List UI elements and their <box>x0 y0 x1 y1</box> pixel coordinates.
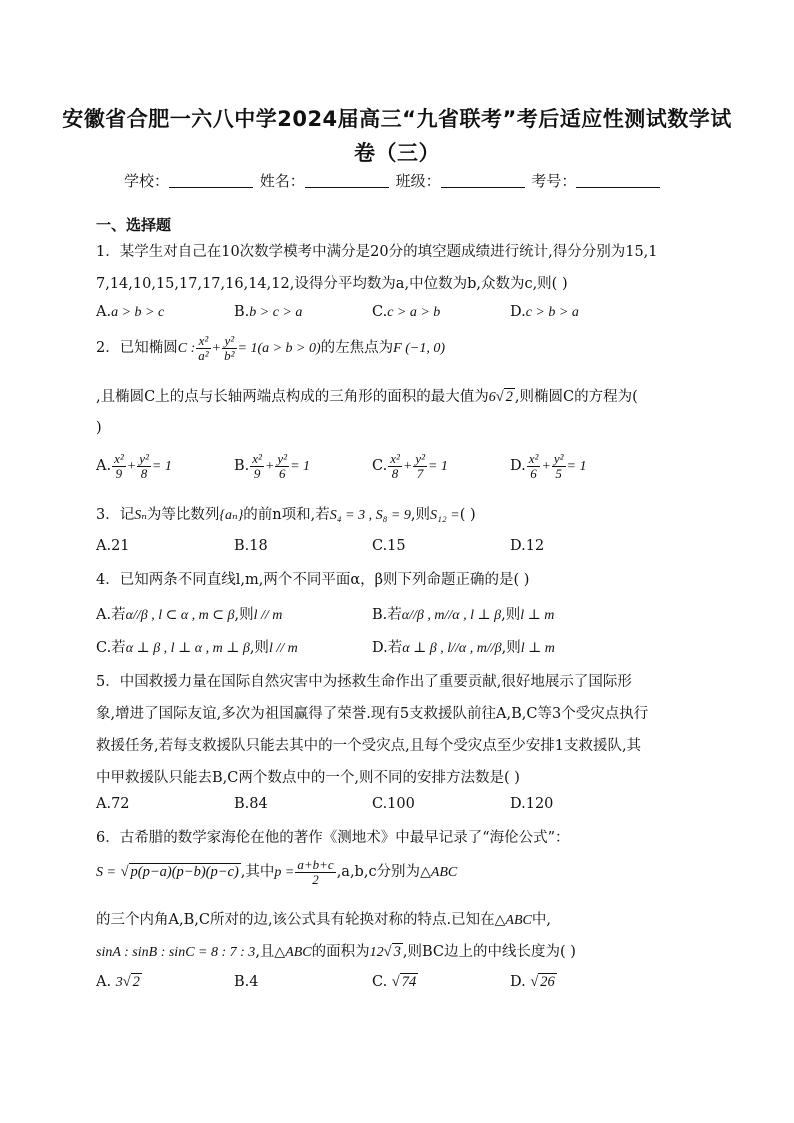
class-blank[interactable] <box>441 173 525 188</box>
name-blank[interactable] <box>305 173 389 188</box>
q3-stem: 3．记Sₙ为等比数列{aₙ}的前n项和,若S₄ = 3 , S₈ = 9,则S₁₂ =( ) <box>96 507 476 523</box>
student-info-row <box>124 170 662 191</box>
q6-option-a: A. 3√ 2 <box>96 974 140 990</box>
q5-line1: 5．中国救援力量在国际自然灾害中为拯救生命作出了重要贡献,很好地展示了国际形 <box>96 674 632 690</box>
q2-option-b: B. $\frac{\text{x²}}{9}$ + $\frac{\text{y²}}{6}$ = 1 <box>234 451 311 481</box>
q1-option-a: A.a > b > c <box>96 304 165 320</box>
q1-line2: 7,14,10,15,17,17,16,14,12,设得分平均数为a,中位数为b,众数为c,则( ) <box>96 276 568 292</box>
q6-line1: 6．古希腊的数学家海伦在他的著作《测地术》中最早记录了“海伦公式”： <box>96 830 570 846</box>
q2-option-a: A. $\frac{\text{x²}}{9}$ + $\frac{\text{y²}}{8}$ = 1 <box>96 451 172 481</box>
q2-line2: ,且椭圆C上的点与长轴两端点构成的三角形的面积的最大值为6√ 2 ,则椭圆C的方程为( <box>96 389 638 405</box>
q5-line3: 救援任务,若每支救援队只能去其中的一个受灾点,且每个受灾点至少安排1支救援队,其 <box>96 738 642 754</box>
q3-option-d: D.12 <box>510 538 545 554</box>
q1-option-c: C.c > a > b <box>372 304 441 320</box>
q4-option-d: D.若α ⊥ β , l//α , m//β,则l ⊥ m <box>372 640 555 656</box>
q6-option-d: D. √ 26 <box>510 974 555 990</box>
q3-option-a: A.21 <box>96 538 130 554</box>
school-blank[interactable] <box>169 173 253 188</box>
q4-stem: 4．已知两条不同直线l,m,两个不同平面α，β则下列命题正确的是( ) <box>96 572 530 588</box>
q2-option-d: D. $\frac{\text{x²}}{6}$ + $\frac{\text{y²}}{5}$ = 1 <box>510 451 587 481</box>
exam-title-line1: 安徽省合肥一六八中学2024届高三“九省联考”考后适应性测试数学试 <box>62 107 732 131</box>
q1-line1: 1．某学生对自己在10次数学模考中满分是20分的填空题成绩进行统计,得分分别为15,1 <box>96 244 658 260</box>
q2-option-c: C. $\frac{\text{x²}}{8}$ + $\frac{\text{y²}}{7}$ = 1 <box>372 451 448 481</box>
id-label: 考号： <box>531 172 577 190</box>
q6-option-b: B.4 <box>234 974 259 990</box>
q5-line4: 中甲救援队只能去B,C两个数点中的一个,则不同的安排方法数是( ) <box>96 770 520 786</box>
exam-title-line2: 卷（三） <box>354 141 440 165</box>
q3-option-b: B.18 <box>234 538 268 554</box>
q6-line4: sinA : sinB : sinC = 8 : 7 : 3,且△ABC的面积为12√ 3 ,则BC边上的中线长度为( ) <box>96 944 576 960</box>
q6-option-c: C. √ 74 <box>372 974 417 990</box>
q4-option-a: A.若α//β , l ⊂ α , m ⊂ β,则l // m <box>96 607 283 623</box>
name-label: 姓名： <box>259 172 305 190</box>
q6-line3: 的三个内角A,B,C所对的边,该公式具有轮换对称的特点.已知在△ABC中, <box>96 912 551 928</box>
class-label: 班级： <box>395 172 441 190</box>
q1-option-b: B.b > c > a <box>234 304 303 320</box>
q4-option-c: C.若α ⊥ β , l ⊥ α , m ⊥ β,则l // m <box>96 640 298 656</box>
q5-line2: 象,增进了国际友谊,多次为祖国赢得了荣誉.现有5支救援队前往A,B,C等3个受灾点执行 <box>96 706 649 722</box>
school-label: 学校： <box>124 172 170 190</box>
q1-option-d: D.c > b > a <box>510 304 579 320</box>
q5-option-b: B.84 <box>234 796 268 812</box>
q2-line1: 2．已知椭圆C : $\frac{\text{x²}}{\text{a²}}$ + $\frac{\text{y²}}{\text{b²}}$ = 1(a > b > 0)的左焦点为F (−1, 0) <box>96 333 445 363</box>
q5-option-d: D.120 <box>510 796 554 812</box>
q4-option-b: B.若α//β , m//α , l ⊥ β,则l ⊥ m <box>372 607 555 623</box>
q5-option-a: A.72 <box>96 796 130 812</box>
q3-option-c: C.15 <box>372 538 406 554</box>
q6-formula-line: S = √ p(p−a)(p−b)(p−c) ,其中p = $\frac{a+b+c}{2}$ ,a,b,c分别为△ABC <box>96 857 458 887</box>
q2-line3: ) <box>96 420 102 436</box>
id-blank[interactable] <box>576 173 660 188</box>
q5-option-c: C.100 <box>372 796 415 812</box>
section-heading: 一、选择题 <box>96 216 172 234</box>
